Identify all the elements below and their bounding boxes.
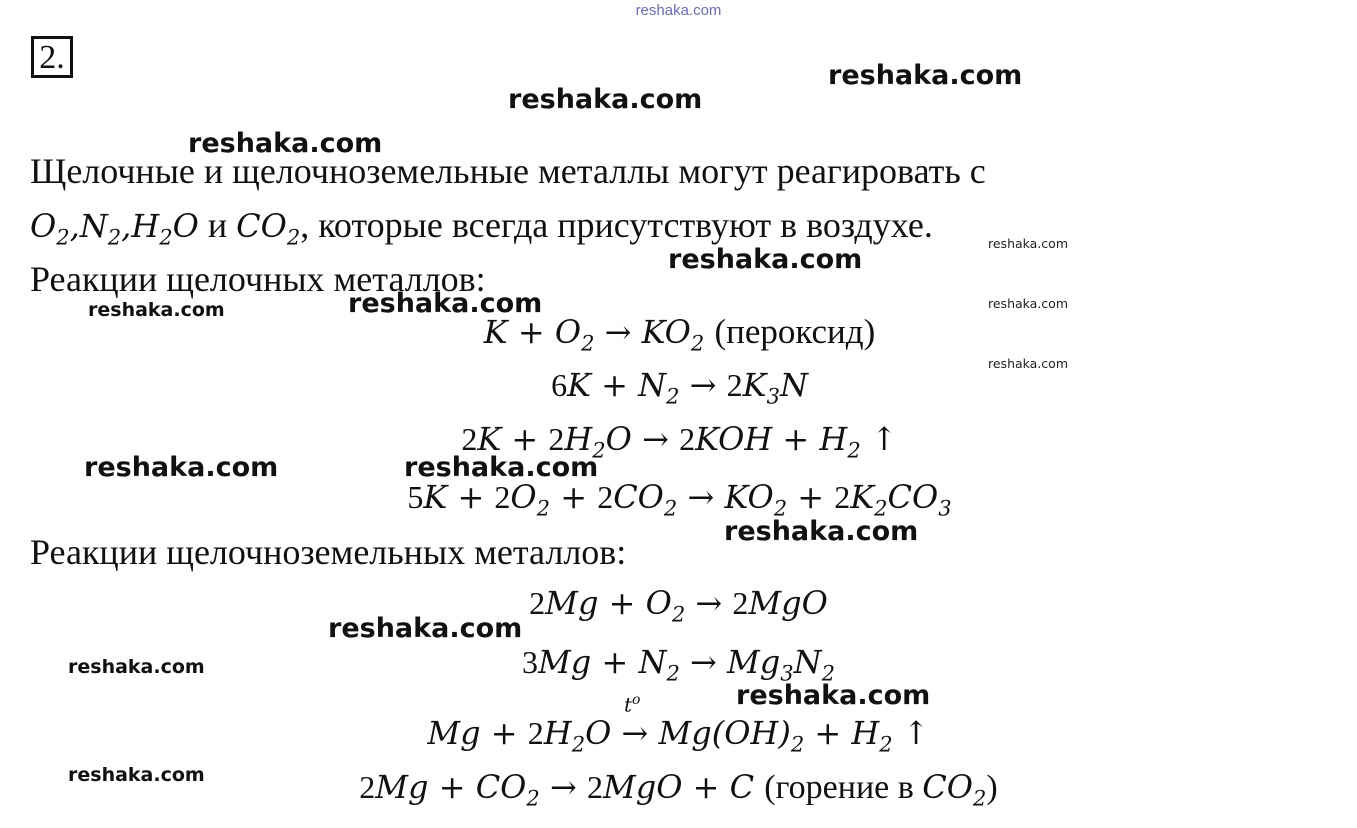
watermark: reshaka.com [988,296,1068,311]
watermark: reshaka.com [508,84,703,115]
equation-k-co2: $5K + 2O_2 + 2CO_2 \to KO_2 + 2K_2CO_3$ [407,478,952,521]
combustion-note: (горение в [764,769,923,806]
and-word: и [207,205,228,245]
watermark: reshaka.com [988,236,1068,251]
equation-k-n2: $6K + N_2 \to 2K_3N$ [551,366,808,409]
alkali-heading: Реакции щелочных металлов: [30,259,486,299]
heating-condition: $t^o$ [624,692,641,717]
watermark: reshaka.com [68,764,205,786]
watermark: reshaka.com [736,680,931,711]
formula-o2: $O_2,N_2,H_2O$ [30,207,199,250]
watermark: reshaka.com [188,128,383,159]
watermark: reshaka.com [328,613,523,644]
alkaline-earth-heading: Реакции щелочноземельных металлов: [30,532,627,572]
equation-mg-co2: $2Mg + CO_2 \to 2MgO + C$ (горение в $CO_2$) [359,768,998,811]
watermark: reshaka.com [724,516,919,547]
equation-k-o2: $K + O_2 \to KO_2$ (пероксид) [483,312,876,356]
watermark: reshaka.com [68,656,205,678]
watermark: reshaka.com [84,452,279,483]
intro-line-1: Щелочные и щелочноземельные металлы могут реагировать с [30,151,986,191]
site-link[interactable]: reshaka.com [635,2,722,19]
equation-mg-h2o: $Mg + 2H_2O \to Mg(OH)_2 + H_2$ ↑ [427,714,930,757]
equation-mg-o2: $2Mg + O_2 \to 2MgO$ [529,584,828,627]
watermark: reshaka.com [348,288,543,319]
watermark: reshaka.com [988,356,1068,371]
watermark: reshaka.com [88,299,225,321]
formula-co2: $CO_2$ [236,207,301,250]
intro-line-2-tail: , которые всегда присутствуют в воздухе. [300,205,933,245]
watermark: reshaka.com [828,60,1023,91]
peroxide-note: (пероксид) [714,312,876,351]
watermark: reshaka.com [404,452,599,483]
equation-k-h2o: $2K + 2H_2O \to 2KOH + H_2$ ↑ [461,420,898,463]
intro-line-2 [30,204,933,249]
task-number-box: 2. [31,36,73,78]
watermark: reshaka.com [668,244,863,275]
equation-mg-n2: $3Mg + N_2 \to Mg_3N_2$ [522,643,835,686]
